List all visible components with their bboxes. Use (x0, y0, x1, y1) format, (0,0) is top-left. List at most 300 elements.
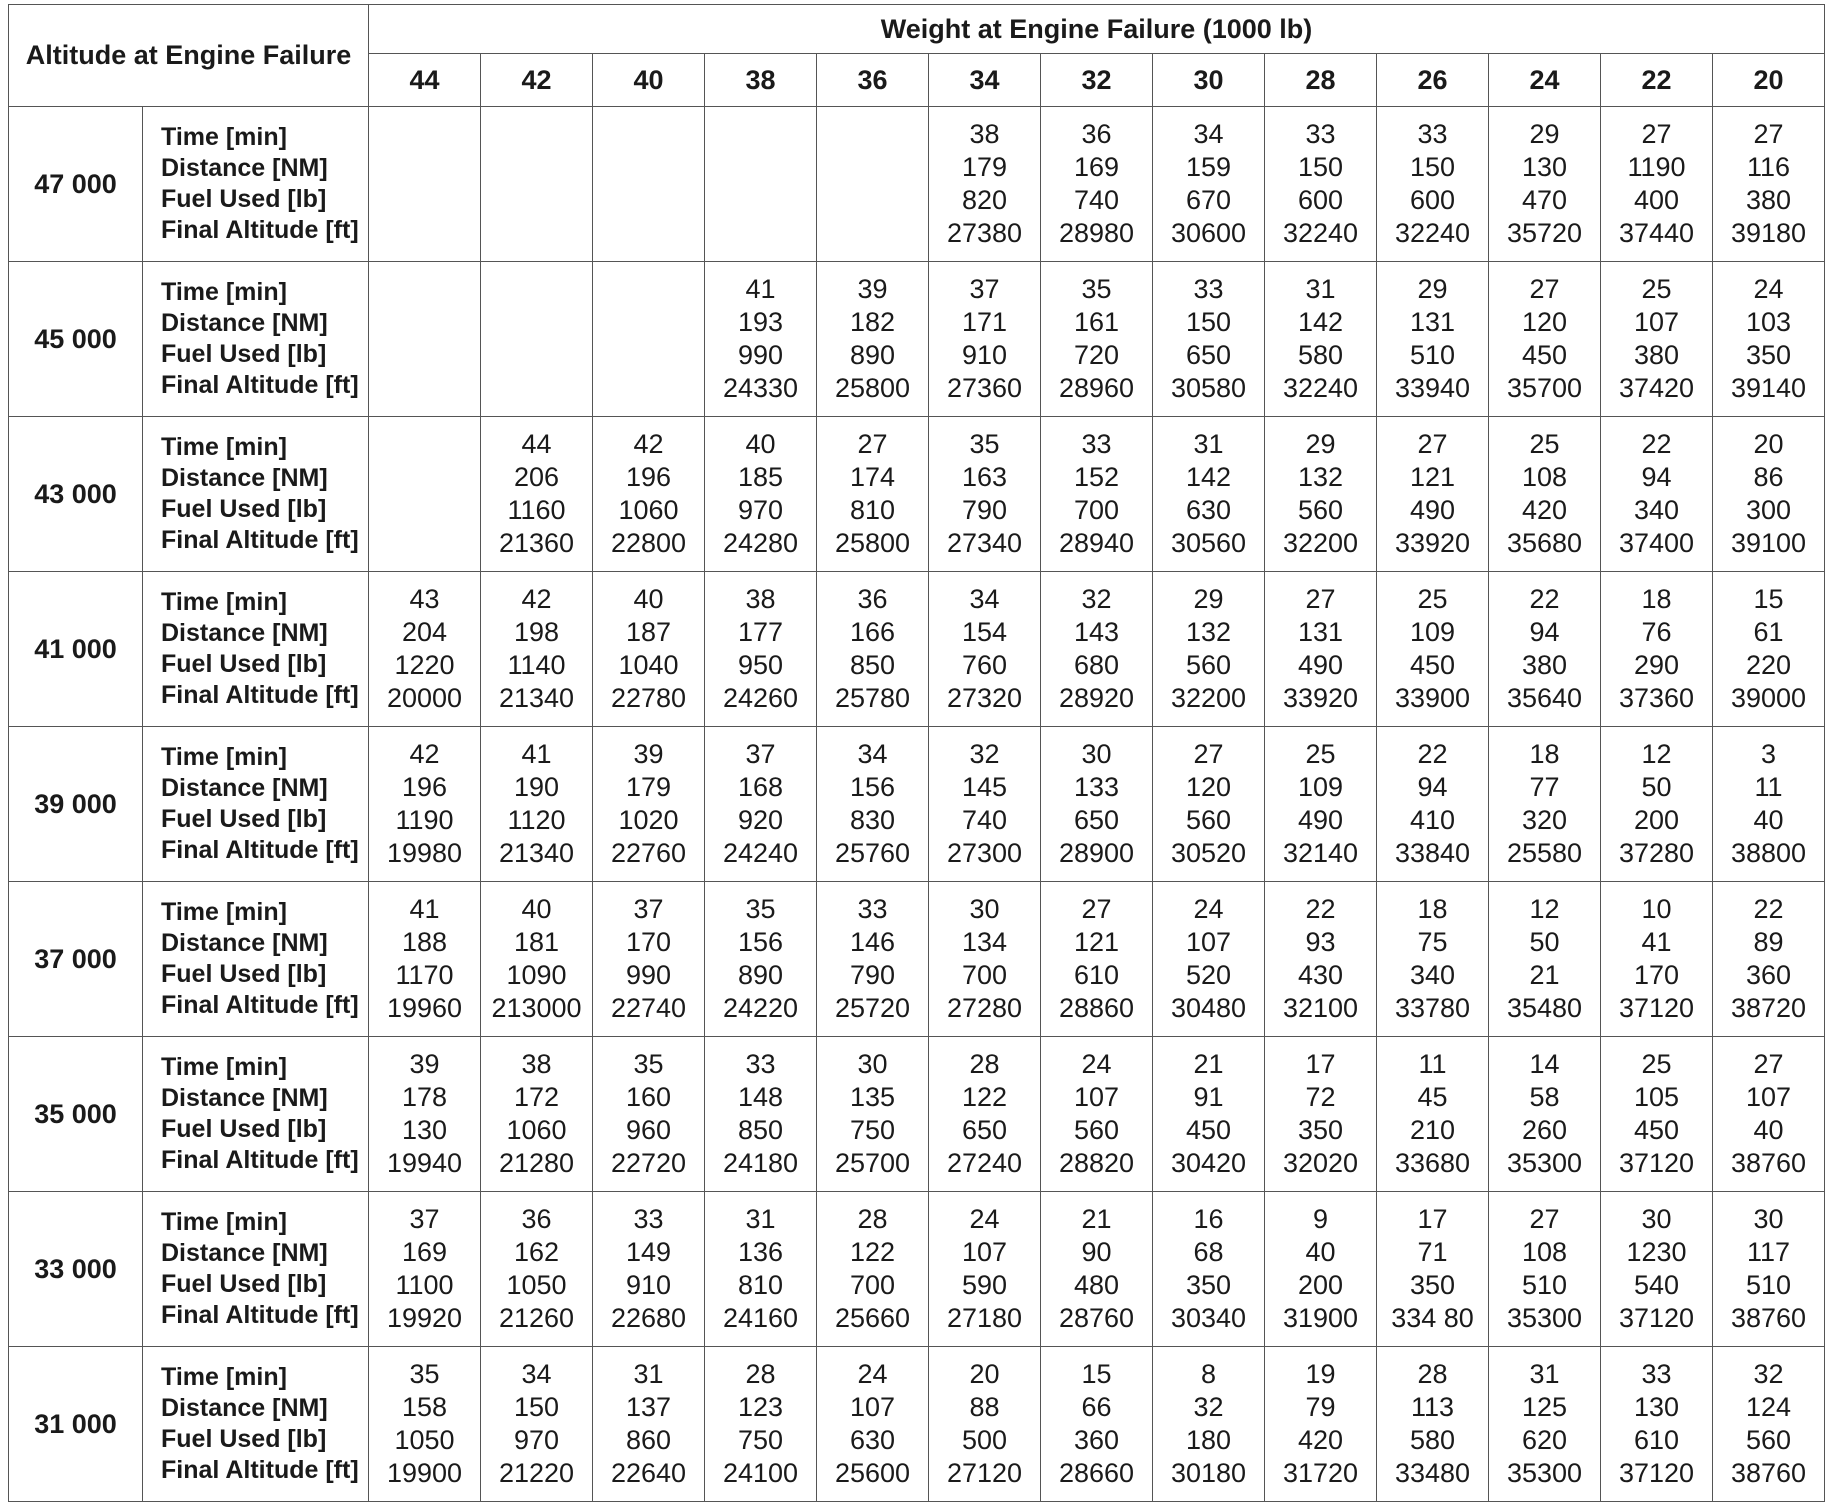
cell-value: 66 (1081, 1392, 1112, 1422)
cell-value: 18 (1417, 894, 1448, 924)
cell-value: 177 (737, 617, 784, 647)
value-cell (1153, 572, 1265, 727)
value-cell (1601, 262, 1713, 417)
cell-value: 76 (1641, 617, 1672, 647)
cell-value: 420 (1521, 495, 1568, 525)
weight-column-header: 20 (1713, 54, 1825, 107)
cell-value: 213000 (491, 993, 582, 1023)
cell-value: 27 (1193, 739, 1224, 769)
cell-value: 142 (1185, 462, 1232, 492)
weight-column-header: 38 (705, 54, 817, 107)
value-cell (1489, 882, 1601, 1037)
cell-value: 77 (1529, 772, 1560, 802)
value-cell (1041, 1192, 1153, 1347)
cell-value: 500 (961, 1425, 1008, 1455)
table-row (9, 727, 1825, 882)
cell-value: 121 (1409, 462, 1456, 492)
value-cell (1489, 1037, 1601, 1192)
cell-value: 50 (1641, 772, 1672, 802)
cell-value: 39180 (1730, 218, 1807, 248)
altitude-cell: 47 000 (9, 107, 143, 262)
weight-column-header: 24 (1489, 54, 1601, 107)
value-cell (1265, 417, 1377, 572)
cell-value: 190 (513, 772, 560, 802)
row-label: Final Altitude [ft] (161, 371, 359, 399)
cell-value: 40 (745, 429, 776, 459)
cell-value: 28 (1417, 1359, 1448, 1389)
cell-value: 25760 (834, 838, 911, 868)
row-label: Final Altitude [ft] (161, 1301, 359, 1329)
cell-value: 37 (633, 894, 664, 924)
cell-value: 21260 (498, 1303, 575, 1333)
cell-value: 38720 (1730, 993, 1807, 1023)
cell-value: 560 (1185, 805, 1232, 835)
cell-value: 40 (633, 584, 664, 614)
row-label: Fuel Used [lb] (161, 185, 327, 213)
cell-value: 28820 (1058, 1148, 1135, 1178)
cell-value: 430 (1297, 960, 1344, 990)
cell-value: 19920 (386, 1303, 463, 1333)
value-cell (593, 417, 705, 572)
cell-value: 580 (1297, 340, 1344, 370)
cell-value: 35700 (1506, 373, 1583, 403)
row-label: Final Altitude [ft] (161, 1146, 359, 1174)
cell-value: 290 (1633, 650, 1680, 680)
value-cell (1601, 727, 1713, 882)
value-cell (1265, 107, 1377, 262)
cell-value: 39 (633, 739, 664, 769)
cell-value: 39140 (1730, 373, 1807, 403)
value-cell (705, 1347, 817, 1502)
cell-value: 25 (1417, 584, 1448, 614)
row-label: Distance [NM] (161, 619, 328, 647)
cell-value: 130 (1633, 1392, 1680, 1422)
cell-value: 109 (1297, 772, 1344, 802)
cell-value: 38 (521, 1049, 552, 1079)
value-cell (1713, 262, 1825, 417)
cell-value: 28 (857, 1204, 888, 1234)
cell-value: 1050 (506, 1270, 567, 1300)
cell-value: 39 (409, 1049, 440, 1079)
cell-value: 11 (1754, 772, 1783, 802)
cell-value: 105 (1633, 1082, 1680, 1112)
cell-value: 30600 (1170, 218, 1247, 248)
cell-value: 200 (1633, 805, 1680, 835)
cell-value: 180 (1185, 1425, 1232, 1455)
cell-value: 198 (513, 617, 560, 647)
cell-value: 179 (625, 772, 672, 802)
value-cell (481, 1037, 593, 1192)
cell-value: 33900 (1394, 683, 1471, 713)
cell-value: 36 (857, 584, 888, 614)
cell-value: 31 (1305, 274, 1336, 304)
value-cell (1041, 1037, 1153, 1192)
cell-value: 21340 (498, 838, 575, 868)
value-cell (481, 1347, 593, 1502)
cell-value: 156 (849, 772, 896, 802)
cell-value: 27 (1081, 894, 1112, 924)
cell-value: 37420 (1618, 373, 1695, 403)
cell-value: 37280 (1618, 838, 1695, 868)
row-labels-cell (143, 417, 369, 572)
cell-value: 24 (1081, 1049, 1112, 1079)
cell-value: 171 (961, 307, 1008, 337)
cell-value: 40 (1753, 805, 1784, 835)
value-cell (705, 1037, 817, 1192)
cell-value: 41 (521, 739, 552, 769)
value-cell (1377, 572, 1489, 727)
cell-value: 22720 (610, 1148, 687, 1178)
value-cell (369, 1192, 481, 1347)
cell-value: 125 (1521, 1392, 1568, 1422)
value-cell (705, 417, 817, 572)
row-label: Fuel Used [lb] (161, 1425, 327, 1453)
cell-value: 150 (1185, 307, 1232, 337)
cell-value: 143 (1073, 617, 1120, 647)
value-cell (1713, 417, 1825, 572)
cell-value: 340 (1409, 960, 1456, 990)
cell-value: 158 (401, 1392, 448, 1422)
cell-value: 680 (1073, 650, 1120, 680)
cell-value: 150 (1297, 152, 1344, 182)
value-cell (705, 727, 817, 882)
weight-column-header: 22 (1601, 54, 1713, 107)
cell-value: 990 (625, 960, 672, 990)
cell-value: 450 (1185, 1115, 1232, 1145)
cell-value: 30340 (1170, 1303, 1247, 1333)
cell-value: 196 (625, 462, 672, 492)
cell-value: 27 (857, 429, 888, 459)
cell-value: 510 (1409, 340, 1456, 370)
cell-value: 300 (1745, 495, 1792, 525)
cell-value: 490 (1297, 650, 1344, 680)
empty-cell (481, 107, 593, 262)
row-label: Time [min] (161, 1208, 287, 1236)
cell-value: 580 (1409, 1425, 1456, 1455)
cell-value: 24280 (722, 528, 799, 558)
cell-value: 37 (745, 739, 776, 769)
value-cell (1265, 727, 1377, 882)
cell-value: 560 (1185, 650, 1232, 680)
cell-value: 170 (1633, 960, 1680, 990)
cell-value: 178 (401, 1082, 448, 1112)
cell-value: 130 (1521, 152, 1568, 182)
cell-value: 360 (1745, 960, 1792, 990)
value-cell (1041, 1347, 1153, 1502)
cell-value: 24 (857, 1359, 888, 1389)
cell-value: 560 (1745, 1425, 1792, 1455)
cell-value: 1050 (394, 1425, 455, 1455)
row-labels-cell (143, 107, 369, 262)
value-cell (593, 1192, 705, 1347)
row-label: Final Altitude [ft] (161, 836, 359, 864)
cell-value: 68 (1193, 1237, 1224, 1267)
cell-value: 40 (1753, 1115, 1784, 1145)
row-label: Distance [NM] (161, 309, 328, 337)
value-cell (593, 727, 705, 882)
weight-column-header: 28 (1265, 54, 1377, 107)
cell-value: 490 (1409, 495, 1456, 525)
engine-failure-table (8, 4, 1825, 1502)
cell-value: 30560 (1170, 528, 1247, 558)
table-row (9, 1192, 1825, 1347)
cell-value: 820 (961, 185, 1008, 215)
value-cell (929, 1347, 1041, 1502)
cell-value: 1020 (618, 805, 679, 835)
cell-value: 33 (1081, 429, 1112, 459)
table-row (9, 262, 1825, 417)
cell-value: 33840 (1394, 838, 1471, 868)
cell-value: 168 (737, 772, 784, 802)
cell-value: 910 (961, 340, 1008, 370)
empty-cell (705, 107, 817, 262)
value-cell (1601, 572, 1713, 727)
cell-value: 28 (969, 1049, 1000, 1079)
cell-value: 37 (409, 1204, 440, 1234)
cell-value: 11 (1418, 1049, 1447, 1079)
cell-value: 700 (1073, 495, 1120, 525)
cell-value: 22 (1753, 894, 1784, 924)
altitude-cell: 31 000 (9, 1347, 143, 1502)
row-label: Final Altitude [ft] (161, 991, 359, 1019)
cell-value: 15 (1753, 584, 1784, 614)
cell-value: 30 (1081, 739, 1112, 769)
cell-value: 1090 (506, 960, 567, 990)
cell-value: 24 (1753, 274, 1784, 304)
cell-value: 1160 (507, 495, 566, 525)
cell-value: 24 (969, 1204, 1000, 1234)
value-cell (929, 727, 1041, 882)
value-cell (1713, 882, 1825, 1037)
cell-value: 37120 (1618, 1303, 1695, 1333)
value-cell (1601, 417, 1713, 572)
value-cell (369, 572, 481, 727)
cell-value: 33 (857, 894, 888, 924)
cell-value: 61 (1753, 617, 1784, 647)
cell-value: 350 (1745, 340, 1792, 370)
cell-value: 420 (1297, 1425, 1344, 1455)
cell-value: 27300 (946, 838, 1023, 868)
empty-cell (369, 262, 481, 417)
cell-value: 131 (1297, 617, 1344, 647)
cell-value: 37120 (1618, 1148, 1695, 1178)
value-cell (1265, 882, 1377, 1037)
weight-column-header: 36 (817, 54, 929, 107)
weight-header: Weight at Engine Failure (1000 lb) (369, 5, 1825, 54)
cell-value: 8 (1200, 1359, 1217, 1389)
cell-value: 131 (1409, 307, 1456, 337)
value-cell (1041, 572, 1153, 727)
cell-value: 28940 (1058, 528, 1135, 558)
empty-cell (481, 262, 593, 417)
cell-value: 12 (1641, 739, 1672, 769)
cell-value: 50 (1529, 927, 1560, 957)
cell-value: 21280 (498, 1148, 575, 1178)
cell-value: 27 (1417, 429, 1448, 459)
cell-value: 790 (849, 960, 896, 990)
cell-value: 33 (1417, 119, 1448, 149)
cell-value: 970 (737, 495, 784, 525)
cell-value: 27 (1305, 584, 1336, 614)
cell-value: 33 (745, 1049, 776, 1079)
cell-value: 37440 (1618, 218, 1695, 248)
value-cell (1153, 417, 1265, 572)
cell-value: 196 (401, 772, 448, 802)
value-cell (1377, 727, 1489, 882)
cell-value: 159 (1185, 152, 1232, 182)
cell-value: 630 (1185, 495, 1232, 525)
cell-value: 28900 (1058, 838, 1135, 868)
cell-value: 20000 (386, 683, 463, 713)
cell-value: 27280 (946, 993, 1023, 1023)
cell-value: 30420 (1170, 1148, 1247, 1178)
cell-value: 34 (969, 584, 1000, 614)
value-cell (1153, 882, 1265, 1037)
cell-value: 109 (1409, 617, 1456, 647)
cell-value: 124 (1745, 1392, 1792, 1422)
cell-value: 24100 (722, 1458, 799, 1488)
cell-value: 990 (737, 340, 784, 370)
row-label: Time [min] (161, 433, 287, 461)
cell-value: 450 (1633, 1115, 1680, 1145)
cell-value: 25580 (1506, 838, 1583, 868)
cell-value: 24160 (722, 1303, 799, 1333)
cell-value: 162 (513, 1237, 560, 1267)
cell-value: 29 (1193, 584, 1224, 614)
value-cell (1041, 727, 1153, 882)
value-cell (817, 417, 929, 572)
cell-value: 22760 (610, 838, 687, 868)
cell-value: 20 (969, 1359, 1000, 1389)
table-row (9, 882, 1825, 1037)
row-label: Time [min] (161, 123, 287, 151)
cell-value: 19940 (386, 1148, 463, 1178)
cell-value: 42 (633, 429, 664, 459)
row-labels-cell (143, 262, 369, 417)
cell-value: 193 (737, 307, 784, 337)
cell-value: 32240 (1282, 373, 1359, 403)
cell-value: 103 (1745, 307, 1792, 337)
cell-value: 148 (737, 1082, 784, 1112)
value-cell (1265, 572, 1377, 727)
cell-value: 27 (1529, 1204, 1560, 1234)
value-cell (481, 727, 593, 882)
cell-value: 21 (1529, 960, 1560, 990)
cell-value: 25780 (834, 683, 911, 713)
cell-value: 30 (969, 894, 1000, 924)
table-row (9, 572, 1825, 727)
cell-value: 117 (1746, 1237, 1791, 1267)
cell-value: 38760 (1730, 1303, 1807, 1333)
cell-value: 200 (1297, 1270, 1344, 1300)
value-cell (369, 1037, 481, 1192)
cell-value: 740 (961, 805, 1008, 835)
value-cell (1153, 727, 1265, 882)
cell-value: 19960 (386, 993, 463, 1023)
cell-value: 31 (745, 1204, 776, 1234)
table-row (9, 107, 1825, 262)
cell-value: 450 (1409, 650, 1456, 680)
weight-column-header: 40 (593, 54, 705, 107)
cell-value: 91 (1193, 1082, 1224, 1112)
cell-value: 132 (1297, 462, 1344, 492)
cell-value: 35 (633, 1049, 664, 1079)
cell-value: 108 (1521, 462, 1568, 492)
cell-value: 136 (737, 1237, 784, 1267)
cell-value: 30 (1753, 1204, 1784, 1234)
value-cell (1489, 417, 1601, 572)
cell-value: 340 (1633, 495, 1680, 525)
cell-value: 38800 (1730, 838, 1807, 868)
cell-value: 90 (1081, 1237, 1112, 1267)
cell-value: 38760 (1730, 1148, 1807, 1178)
cell-value: 204 (401, 617, 448, 647)
value-cell (1601, 1192, 1713, 1347)
cell-value: 910 (625, 1270, 672, 1300)
cell-value: 137 (625, 1392, 672, 1422)
cell-value: 88 (969, 1392, 1000, 1422)
cell-value: 42 (521, 584, 552, 614)
cell-value: 71 (1417, 1237, 1448, 1267)
cell-value: 18 (1529, 739, 1560, 769)
cell-value: 182 (849, 307, 896, 337)
value-cell (817, 1347, 929, 1502)
cell-value: 22 (1305, 894, 1336, 924)
cell-value: 27 (1753, 119, 1784, 149)
cell-value: 188 (401, 927, 448, 957)
cell-value: 35300 (1506, 1458, 1583, 1488)
value-cell (481, 1192, 593, 1347)
cell-value: 36 (521, 1204, 552, 1234)
cell-value: 107 (1073, 1082, 1120, 1112)
value-cell (1713, 1037, 1825, 1192)
cell-value: 350 (1185, 1270, 1232, 1300)
empty-cell (369, 417, 481, 572)
cell-value: 470 (1521, 185, 1568, 215)
cell-value: 43 (409, 584, 440, 614)
cell-value: 146 (849, 927, 896, 957)
value-cell (481, 882, 593, 1037)
row-label: Time [min] (161, 898, 287, 926)
cell-value: 75 (1417, 927, 1448, 957)
row-label: Time [min] (161, 278, 287, 306)
cell-value: 33 (1641, 1359, 1672, 1389)
cell-value: 29 (1529, 119, 1560, 149)
value-cell (1601, 1037, 1713, 1192)
value-cell (481, 417, 593, 572)
cell-value: 350 (1297, 1115, 1344, 1145)
cell-value: 24260 (722, 683, 799, 713)
value-cell (1713, 107, 1825, 262)
cell-value: 24330 (722, 373, 799, 403)
altitude-cell: 41 000 (9, 572, 143, 727)
cell-value: 35680 (1506, 528, 1583, 558)
value-cell (1489, 1347, 1601, 1502)
weight-column-header: 34 (929, 54, 1041, 107)
cell-value: 210 (1409, 1115, 1456, 1145)
row-label: Fuel Used [lb] (161, 805, 327, 833)
row-label: Distance [NM] (161, 1084, 328, 1112)
cell-value: 38760 (1730, 1458, 1807, 1488)
cell-value: 134 (961, 927, 1008, 957)
cell-value: 32020 (1282, 1148, 1359, 1178)
cell-value: 113 (1410, 1392, 1455, 1422)
cell-value: 58 (1529, 1082, 1560, 1112)
cell-value: 150 (1409, 152, 1456, 182)
cell-value: 185 (737, 462, 784, 492)
cell-value: 116 (1746, 152, 1791, 182)
cell-value: 21340 (498, 683, 575, 713)
